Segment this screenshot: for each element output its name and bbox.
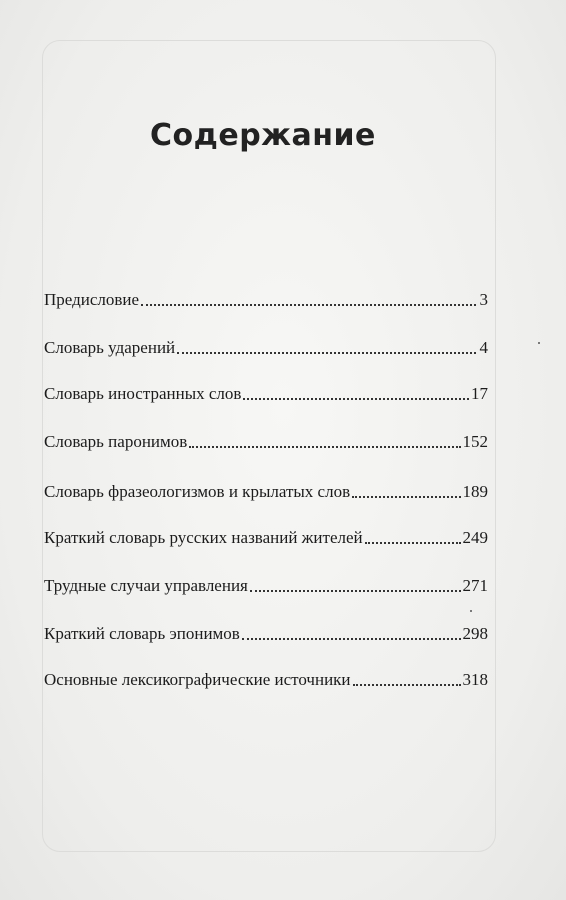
toc-entry-page: 298 bbox=[462, 624, 488, 643]
toc-entry bbox=[44, 620, 488, 644]
toc-entry-page: 271 bbox=[462, 576, 488, 595]
toc-dot-leader bbox=[365, 542, 461, 544]
toc-dot-leader bbox=[243, 398, 469, 400]
toc-entry bbox=[44, 524, 488, 548]
page-title: Содержание bbox=[150, 118, 376, 153]
toc-entry-label: Краткий словарь русских названий жителей bbox=[44, 528, 363, 547]
toc-entry-label: Словарь ударений bbox=[44, 338, 176, 357]
toc-dot-leader bbox=[242, 638, 461, 640]
toc-entry bbox=[44, 572, 488, 596]
toc-dot-leader bbox=[353, 684, 461, 686]
toc-dot-leader bbox=[250, 590, 461, 592]
toc-entry bbox=[44, 286, 488, 310]
toc-entry-label: Трудные случаи управления bbox=[44, 576, 248, 595]
toc-entry-label: Краткий словарь эпонимов bbox=[44, 624, 240, 643]
toc-entry bbox=[44, 380, 488, 404]
toc-entry-page: 17 bbox=[471, 384, 488, 403]
scan-speck bbox=[470, 610, 472, 612]
toc-entry-label: Словарь паронимов bbox=[44, 432, 188, 451]
toc-entry-page: 152 bbox=[462, 432, 488, 451]
toc-entry-page: 4 bbox=[479, 338, 488, 357]
toc-entry bbox=[44, 334, 488, 358]
toc-dot-leader bbox=[177, 352, 476, 354]
toc-entry bbox=[44, 428, 488, 452]
toc-entry-label: Основные лексикографические источники bbox=[44, 670, 351, 689]
toc-entry-page: 249 bbox=[462, 528, 488, 547]
toc-entry bbox=[44, 478, 488, 502]
toc-dot-leader bbox=[352, 496, 460, 498]
toc-entry-page: 3 bbox=[479, 290, 488, 309]
toc-entry-label: Словарь фразеологизмов и крылатых слов bbox=[44, 482, 351, 501]
toc-entry-page: 189 bbox=[462, 482, 488, 501]
toc-entry bbox=[44, 666, 488, 690]
scan-speck bbox=[538, 342, 540, 344]
toc-entry-page: 318 bbox=[462, 670, 488, 689]
toc-dot-leader bbox=[141, 304, 476, 306]
toc-dot-leader bbox=[189, 446, 460, 448]
toc-entry-label: Словарь иностранных слов bbox=[44, 384, 242, 403]
toc-entry-label: Предисловие bbox=[44, 290, 140, 309]
